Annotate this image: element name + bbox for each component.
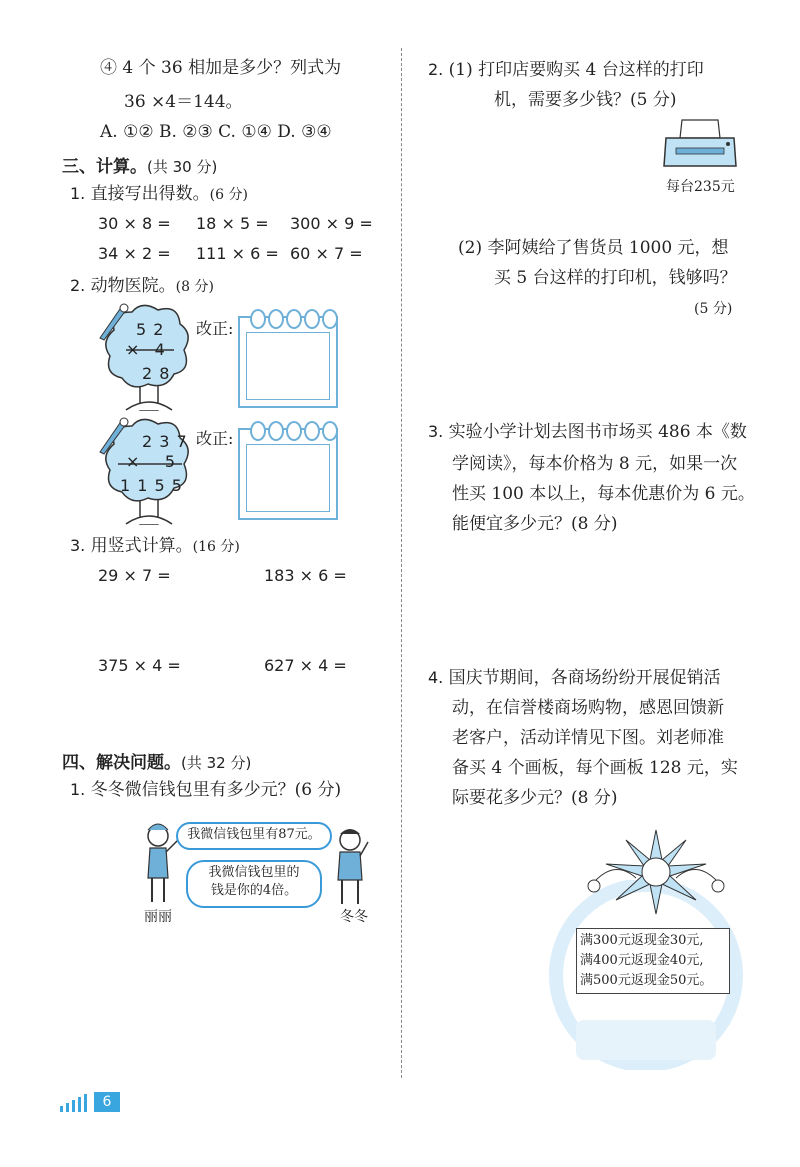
problem-2-sub2-line2: 买 5 台这样的打印机，钱够吗？ — [494, 268, 737, 288]
promo-line-3: 满500元返现金50元。 — [580, 973, 713, 988]
question-1-text: 直接写出得数。 — [90, 184, 210, 204]
section-3-title: 三、计算。 — [62, 157, 147, 177]
celebration-banner-icon — [576, 820, 736, 920]
question-3-points: (16 分) — [192, 539, 240, 555]
problem-3-text-1: 实验小学计划去图书市场买 486 本《数 — [448, 422, 747, 442]
calc2-multiplier: × 5 — [126, 452, 176, 471]
q3-item-3: 375 × 4 = — [98, 656, 181, 675]
problem-2-sub2-points: (5 分) — [694, 301, 733, 317]
question-1 — [70, 182, 248, 207]
problem-4-line2: 动，在信誉楼商场购物，感恩回馈新 — [452, 698, 724, 718]
printer-price-caption: 每台235元 — [666, 179, 735, 195]
fix-label-1: 改正: — [196, 319, 234, 338]
calc1-result: 2 8 — [142, 364, 171, 383]
correction-notepad-1[interactable] — [238, 316, 338, 408]
printer-icon — [662, 116, 738, 172]
page-bars-icon — [58, 1094, 94, 1112]
problem-3-line4: 能便宜多少元？(8 分) — [452, 514, 618, 534]
problem-1 — [70, 778, 341, 802]
q1-item-4: 34 × 2 = — [98, 244, 171, 263]
bubble2-line1: 我微信钱包里的 — [208, 865, 300, 880]
q3-item-1: 29 × 7 = — [98, 566, 171, 585]
q1-item-6: 60 × 7 = — [290, 244, 363, 263]
question-2 — [70, 274, 214, 299]
name-dongdong: 冬冬 — [340, 909, 368, 925]
fix-label-2: 改正: — [196, 429, 234, 448]
correction-notepad-2[interactable] — [238, 428, 338, 520]
problem-1-number: 1. — [70, 780, 86, 799]
question-1-number: 1. — [70, 184, 86, 203]
problem-2-sub2-line1: (2) 李阿姨给了售货员 1000 元，想 — [458, 238, 729, 258]
problem-3-line2: 学阅读》，每本价格为 8 元，如果一次 — [452, 454, 738, 474]
problem-1-text: 冬冬微信钱包里有多少元？(6 分) — [90, 780, 342, 800]
problem-3-number: 3. — [428, 422, 444, 441]
problem-2-sub1-line2: 机，需要多少钱？(5 分) — [494, 90, 677, 110]
problem-4-number: 4. — [428, 668, 444, 687]
problem-2-number: 2. — [428, 60, 444, 79]
q1-item-1: 30 × 8 = — [98, 214, 171, 233]
problem-3-line1 — [428, 420, 747, 444]
calc2-top: 2 3 7 — [142, 432, 188, 451]
problem-4-line5: 际要花多少元？(8 分) — [452, 788, 618, 808]
question-2-text: 动物医院。 — [90, 276, 176, 296]
question-3-text: 用竖式计算。 — [90, 536, 193, 556]
name-lili: 丽丽 — [144, 909, 172, 925]
promo-line-1: 满300元返现金30元, — [580, 933, 704, 948]
question-3-number: 3. — [70, 536, 86, 555]
q1-item-3: 300 × 9 = — [290, 214, 373, 233]
calc1-multiplier: × 4 — [126, 340, 165, 359]
speech-bubble-dongdong — [186, 860, 322, 908]
answer-choices: A. ①② B. ②③ C. ①④ D. ③④ — [100, 122, 332, 142]
question-3 — [70, 534, 240, 559]
section-4-heading — [62, 748, 251, 773]
problem-4-line3: 老客户，活动详情见下图。刘老师准 — [452, 728, 724, 748]
problem-4-line1 — [428, 666, 721, 690]
page-number: 6 — [94, 1092, 120, 1112]
promo-line-2: 满400元返现金40元, — [580, 953, 704, 968]
q1-item-2: 18 × 5 = — [196, 214, 269, 233]
option-4-line2: 36 ×4＝144。 — [124, 92, 243, 112]
q3-item-2: 183 × 6 = — [264, 566, 347, 585]
section-3-points: (共 30 分) — [147, 158, 218, 176]
section-3-heading — [62, 152, 217, 177]
problem-2-sub1-line1: (1) 打印店要购买 4 台这样的打印 — [448, 60, 704, 80]
question-2-points: (8 分) — [175, 279, 214, 295]
speech-bubble-lili: 我微信钱包里有87元。 — [176, 822, 332, 850]
calc1-top: 5 2 — [136, 320, 165, 339]
question-2-number: 2. — [70, 276, 86, 295]
problem-4-line4: 备买 4 个画板，每个画板 128 元，实 — [452, 758, 738, 778]
column-divider — [401, 48, 402, 1078]
q1-item-5: 111 × 6 = — [196, 244, 279, 263]
bubble2-line2: 钱是你的4倍。 — [210, 883, 298, 898]
question-1-points: (6 分) — [209, 187, 248, 203]
problem-4-text-1: 国庆节期间，各商场纷纷开展促销活 — [448, 668, 721, 688]
problem-2-line1 — [428, 58, 704, 82]
problem-3-line3: 性买 100 本以上，每本优惠价为 6 元。 — [452, 484, 755, 504]
option-4-line1: ④ 4 个 36 相加是多少？列式为 — [100, 58, 342, 78]
section-4-title: 四、解决问题。 — [62, 753, 181, 773]
section-4-points: (共 32 分) — [181, 754, 252, 772]
q3-item-4: 627 × 4 = — [264, 656, 347, 675]
calc2-result: 1 1 5 5 — [120, 476, 183, 495]
promotion-box — [576, 928, 730, 994]
